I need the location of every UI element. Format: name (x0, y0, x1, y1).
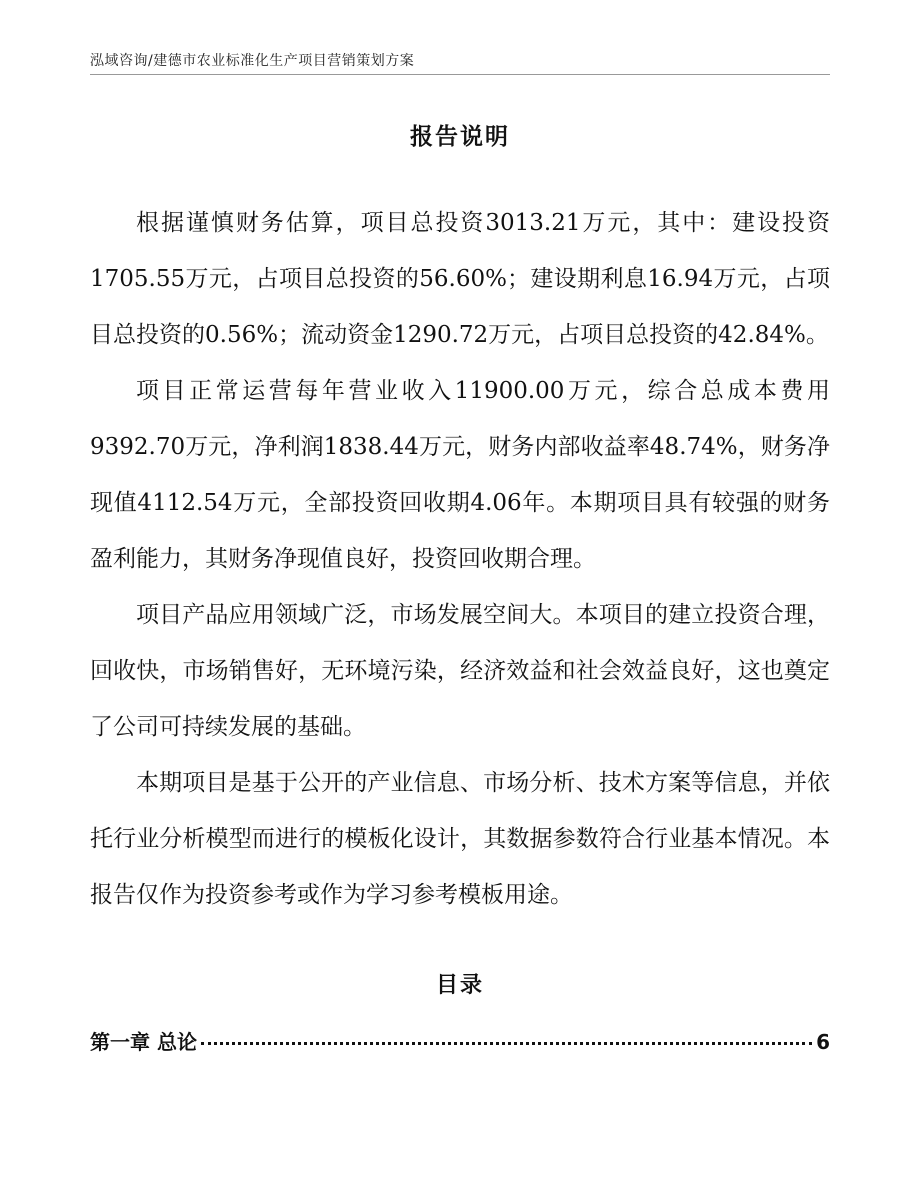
toc-title: 目录 (435, 973, 484, 998)
toc-entry[interactable] (90, 1026, 830, 1055)
paragraph: 本期项目是基于公开的产业信息、市场分析、技术方案等信息，并依托行业分析模型而进行的模板化设计，其数据参数符合行业基本情况。本报告仅作为投资参考或作为学习参考模板用途。 (90, 770, 830, 908)
paragraph: 根据谨慎财务估算，项目总投资3013.21万元，其中：建设投资1705.55万元，占项目总投资的56.60%；建设期利息16.94万元，占项目总投资的0.56%；流动资金1290.72万元，占项目总投资的42.84%。 (90, 210, 830, 348)
report-title: 报告说明 (410, 124, 510, 150)
paragraph: 项目产品应用领域广泛，市场发展空间大。本项目的建立投资合理，回收快，市场销售好，无环境污染，经济效益和社会效益良好，这也奠定了公司可持续发展的基础。 (90, 602, 830, 740)
toc-entry-label: 第一章 总论 (90, 1030, 197, 1054)
paragraph: 项目正常运营每年营业收入11900.00万元，综合总成本费用9392.70万元，净利润1838.44万元，财务内部收益率48.74%，财务净现值4112.54万元，全部投资回收期4.06年。本期项目具有较强的财务盈利能力，其财务净现值良好，投资回收期合理。 (90, 378, 830, 572)
header-divider (90, 74, 830, 75)
report-body (90, 195, 830, 923)
page-header: 泓域咨询/建德市农业标准化生产项目营销策划方案 (90, 53, 415, 69)
toc-entry-page: 6 (816, 1030, 830, 1054)
toc-leader-dots (201, 1042, 812, 1045)
